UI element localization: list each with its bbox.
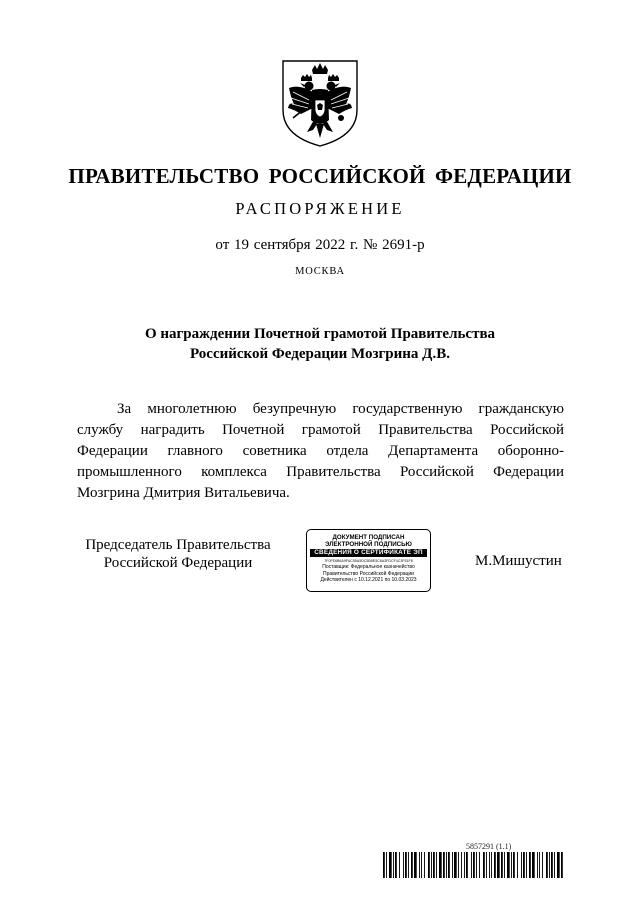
signer-position: [78, 536, 278, 572]
signer-name: М.Мишустин: [475, 553, 562, 569]
subject-line: Российской Федерации Мозгрина Д.В.: [190, 346, 450, 362]
government-title: ПРАВИТЕЛЬСТВО РОССИЙСКОЙ ФЕДЕРАЦИИ: [68, 164, 572, 188]
subject-line: О награждении Почетной грамотой Правительства: [144, 326, 496, 342]
body-line: промышленного комплекса Правительства Российской Федерации: [77, 464, 564, 480]
body-line: Мозгрина Дмитрия Витальевича.: [77, 485, 290, 501]
stamp-line: ДОКУМЕНТ ПОДПИСАН: [332, 534, 405, 541]
barcode-number: 5857291 (1.1): [466, 842, 512, 851]
signer-position-line: Российской Федерации: [103, 555, 253, 571]
stamp-issuer: Поставщик: Федеральное казначейство: [322, 564, 415, 570]
document-body: [77, 399, 564, 504]
document-subject: [0, 324, 640, 364]
signer-position-line: Председатель Правительства: [85, 537, 271, 553]
body-line: Федерации главного советника отдела Департамента оборонно-: [77, 443, 564, 459]
body-line: службу наградить Почетной грамотой Правительства Российской: [77, 422, 564, 438]
stamp-header: СВЕДЕНИЯ О СЕРТИФИКАТЕ ЭП: [310, 549, 427, 557]
stamp-line: ЭЛЕКТРОННОЙ ПОДПИСЬЮ: [325, 541, 412, 548]
document-date-number: от 19 сентября 2022 г. № 2691-р: [215, 237, 425, 253]
document-type: РАСПОРЯЖЕНИЕ: [235, 199, 405, 218]
document-city: МОСКВА: [295, 266, 345, 277]
body-line: За многолетнюю безупречную государственную гражданскую: [117, 401, 564, 417]
stamp-validity: Действителен с 10.12.2021 по 10.03.2023: [320, 577, 417, 583]
stamp-serial: 7F0FE6B6A9FAC55A5DC5B8E5C6A3FDCF4C3F51F8: [324, 559, 413, 563]
russian-coat-of-arms-icon: [279, 58, 361, 148]
stamp-owner: Правительство Российской Федерации: [323, 570, 414, 577]
electronic-signature-stamp: [306, 529, 431, 592]
barcode-icon: [383, 852, 563, 878]
